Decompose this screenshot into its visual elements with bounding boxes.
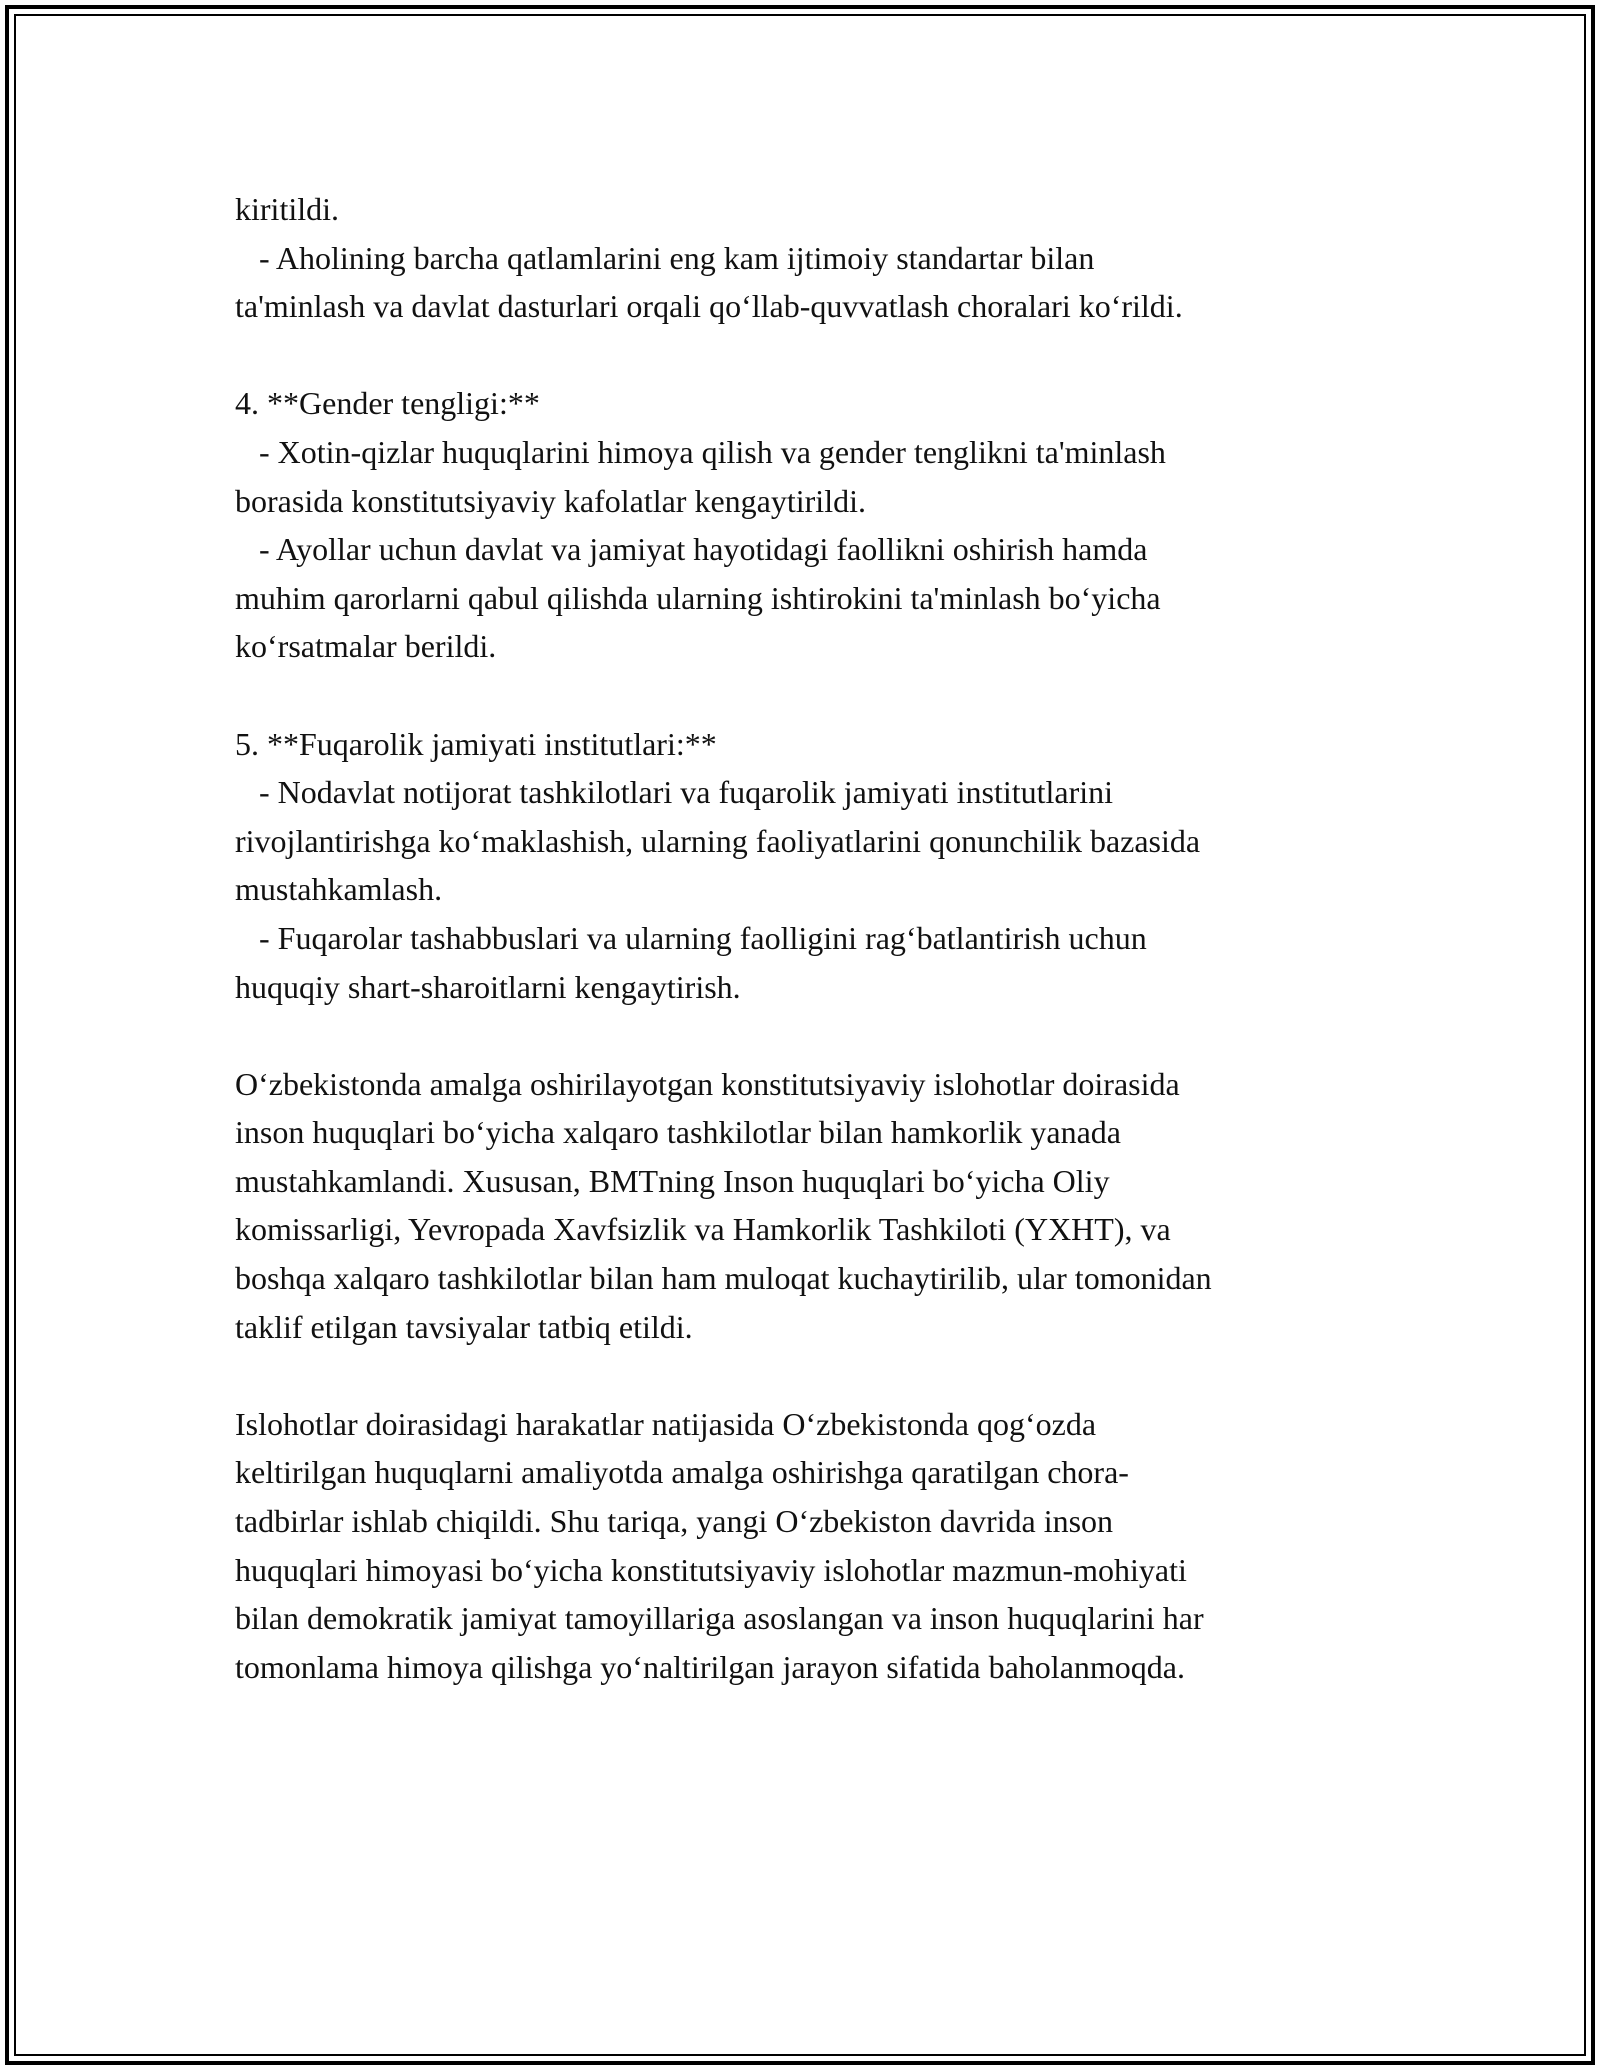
section-heading: 4. **Gender tengligi:**: [235, 385, 540, 422]
text-line: bilan demokratik jamiyat tamoyillariga asoslangan va inson huquqlarini har: [235, 1600, 1204, 1637]
text-line: taklif etilgan tavsiyalar tatbiq etildi.: [235, 1308, 693, 1345]
text-line: - Aholining barcha qatlamlarini eng kam ijtimoiy standartar bilan: [235, 239, 1095, 276]
section-heading: 5. **Fuqarolik jamiyati institutlari:**: [235, 725, 717, 762]
blank-line: [235, 1351, 1415, 1400]
blank-line: [235, 331, 1415, 380]
text-line: ko‘rsatmalar berildi.: [235, 628, 497, 665]
text-line: inson huquqlari bo‘yicha xalqaro tashkilotlar bilan hamkorlik yanada: [235, 1114, 1121, 1151]
blank-line: [235, 671, 1415, 720]
text-line: - Nodavlat notijorat tashkilotlari va fuqarolik jamiyati institutlarini: [235, 774, 1114, 811]
text-line: mustahkamlash.: [235, 871, 443, 908]
blank-line: [235, 1011, 1415, 1060]
text-line: borasida konstitutsiyaviy kafolatlar kengaytirildi.: [235, 482, 866, 519]
text-line: tadbirlar ishlab chiqildi. Shu tariqa, yangi O‘zbekiston davrida inson: [235, 1503, 1114, 1540]
document-body: [235, 185, 1415, 1691]
text-line: - Xotin-qizlar huquqlarini himoya qilish va gender tenglikni ta'minlash: [235, 433, 1166, 470]
text-line: - Ayollar uchun davlat va jamiyat hayotidagi faollikni oshirish hamda: [235, 531, 1148, 568]
text-line: tomonlama himoya qilishga yo‘naltirilgan jarayon sifatida baholanmoqda.: [235, 1648, 1185, 1685]
text-line: kiritildi.: [235, 191, 339, 227]
text-line: muhim qarorlarni qabul qilishda ularning ishtirokini ta'minlash bo‘yicha: [235, 579, 1161, 616]
text-line: rivojlantirishga ko‘maklashish, ularning faoliyatlarini qonunchilik bazasida: [235, 822, 1201, 859]
text-line: mustahkamlandi. Xususan, BMTning Inson huquqlari bo‘yicha Oliy: [235, 1162, 1110, 1199]
text-line: huquqlari himoyasi bo‘yicha konstitutsiyaviy islohotlar mazmun-mohiyati: [235, 1551, 1187, 1588]
text-line: komissarligi, Yevropada Xavfsizlik va Hamkorlik Tashkiloti (YXHT), va: [235, 1211, 1171, 1248]
text-line: keltirilgan huquqlarni amaliyotda amalga oshirishga qaratilgan chora-: [235, 1454, 1129, 1491]
text-line: - Fuqarolar tashabbuslari va ularning faolligini rag‘batlantirish uchun: [235, 919, 1147, 956]
text-line: Islohotlar doirasidagi harakatlar natijasida O‘zbekistonda qog‘ozda: [235, 1405, 1097, 1442]
text-line: O‘zbekistonda amalga oshirilayotgan konstitutsiyaviy islohotlar doirasida: [235, 1065, 1180, 1102]
text-line: boshqa xalqaro tashkilotlar bilan ham muloqat kuchaytirilib, ular tomonidan: [235, 1260, 1212, 1297]
text-line: huquqiy shart-sharoitlarni kengaytirish.: [235, 968, 741, 1005]
text-line: ta'minlash va davlat dasturlari orqali qo‘llab-quvvatlash choralari ko‘rildi.: [235, 288, 1183, 325]
